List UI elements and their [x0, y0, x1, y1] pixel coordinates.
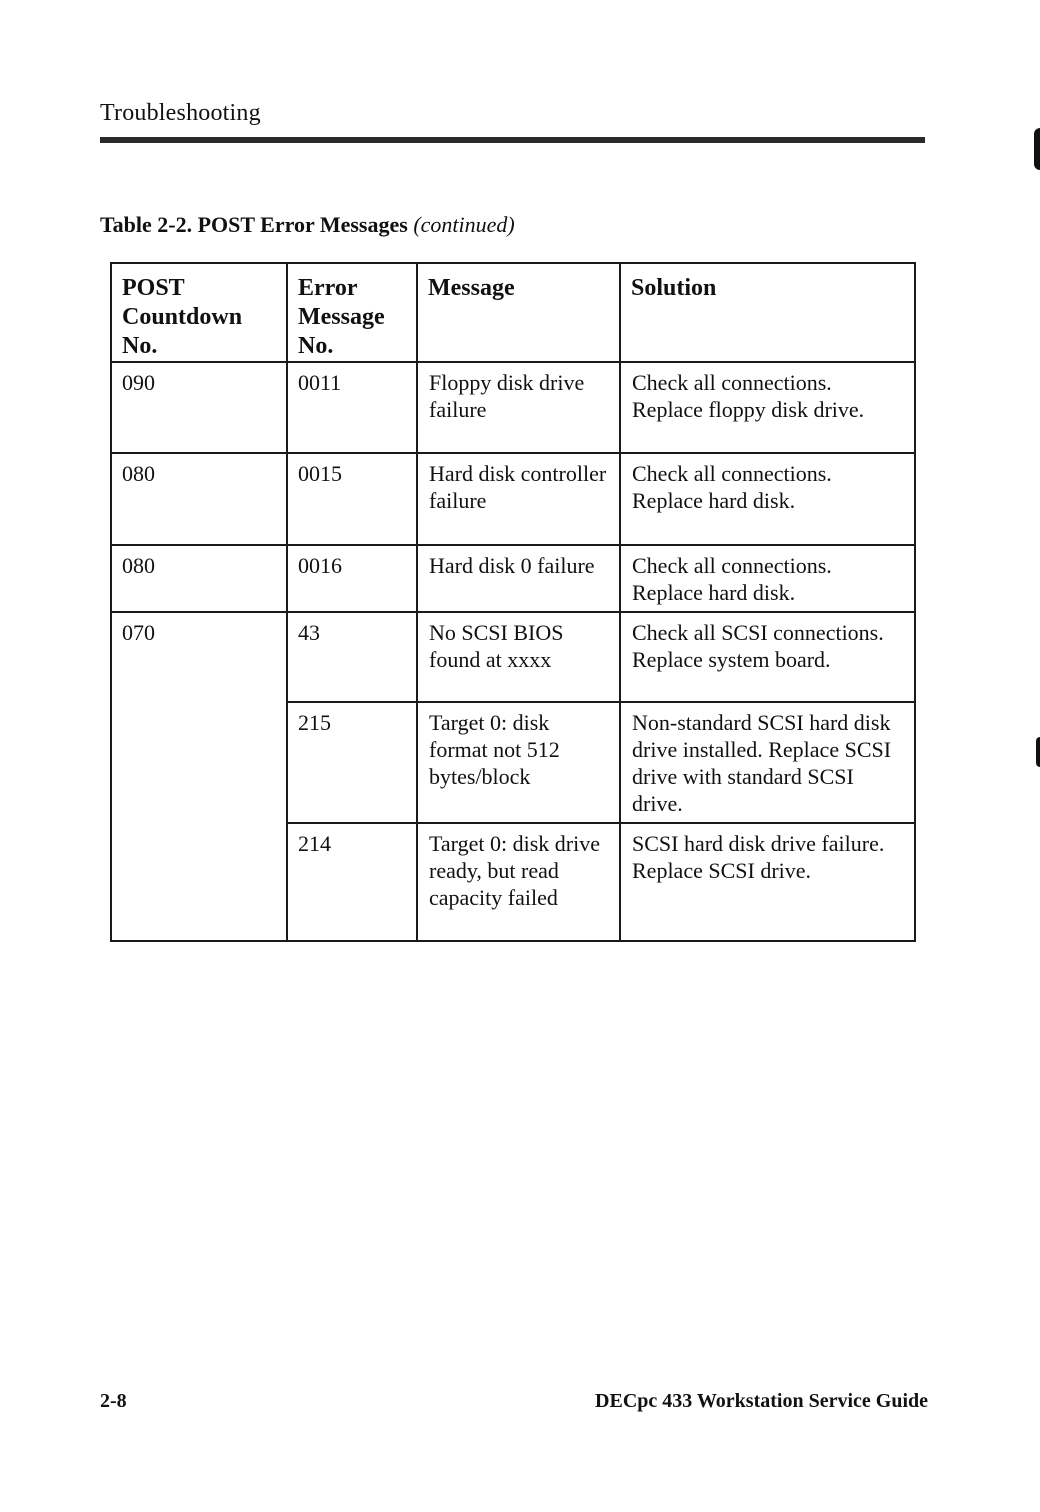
cell-message: Target 0: disk format not 512 bytes/block [417, 702, 620, 823]
column-header-countdown: POST Countdown No. [111, 263, 287, 362]
table-caption [100, 212, 515, 238]
table-row [111, 362, 915, 453]
table-header-row [111, 263, 915, 362]
cell-error-no: 0015 [287, 453, 417, 545]
table-caption-continued: (continued) [413, 212, 515, 237]
column-header-message: Message [417, 263, 620, 362]
running-header: Troubleshooting [100, 100, 261, 126]
cell-solution: Non-standard SCSI hard disk drive installed. Replace SCSI drive with standard SCSI drive. [620, 702, 915, 823]
page-number: 2-8 [100, 1390, 127, 1412]
cell-error-no: 0016 [287, 545, 417, 612]
cell-error-no: 43 [287, 612, 417, 702]
table-caption-title: Table 2-2. POST Error Messages [100, 212, 408, 237]
column-header-solution: Solution [620, 263, 915, 362]
header-rule [100, 137, 925, 143]
cell-countdown: 080 [111, 453, 287, 545]
cell-error-no: 215 [287, 702, 417, 823]
cell-solution: Check all connections. Replace hard disk. [620, 545, 915, 612]
column-header-error-no: Error Message No. [287, 263, 417, 362]
cell-message: Hard disk controller failure [417, 453, 620, 545]
table-row [111, 612, 915, 702]
cell-solution: SCSI hard disk drive failure. Replace SCSI drive. [620, 823, 915, 941]
cell-countdown: 070 [111, 612, 287, 941]
cell-error-no: 214 [287, 823, 417, 941]
cell-message: No SCSI BIOS found at xxxx [417, 612, 620, 702]
cell-message: Target 0: disk drive ready, but read capacity failed [417, 823, 620, 941]
table-row [111, 545, 915, 612]
cell-message: Hard disk 0 failure [417, 545, 620, 612]
cell-error-no: 0011 [287, 362, 417, 453]
table-row [111, 453, 915, 545]
edge-thumb-tab-mark [1034, 128, 1040, 170]
edge-thumb-tab-mark [1036, 737, 1040, 767]
cell-countdown: 090 [111, 362, 287, 453]
book-title: DECpc 433 Workstation Service Guide [595, 1390, 928, 1412]
cell-message: Floppy disk drive failure [417, 362, 620, 453]
cell-countdown: 080 [111, 545, 287, 612]
cell-solution: Check all connections. Replace floppy disk drive. [620, 362, 915, 453]
post-error-table [110, 262, 916, 942]
cell-solution: Check all connections. Replace hard disk. [620, 453, 915, 545]
cell-solution: Check all SCSI connections. Replace system board. [620, 612, 915, 702]
